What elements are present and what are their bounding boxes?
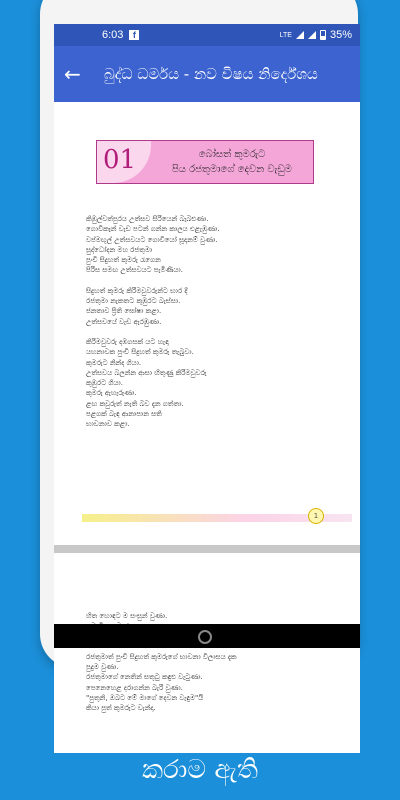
text-line: උත්සවයේ වැඩ ඇරඹුණා. bbox=[86, 317, 162, 326]
text-line: කියා පුත් කුමරුට වැන්දා. bbox=[86, 704, 156, 713]
text-line: ළඟ කවුරුත් නැති බව දැන ගත්තා. bbox=[86, 399, 184, 408]
text-line: පෙනෙහෙළ දරාගන්න බැරි වුණා. bbox=[86, 683, 183, 692]
chapter-heading bbox=[96, 140, 314, 184]
text-line: කුඹුරට ගියා. bbox=[86, 379, 123, 388]
paragraph bbox=[86, 214, 338, 276]
battery-level: 35% bbox=[329, 29, 352, 41]
text-line: ගොවිකෑන් වැඩ පටන් ගන්න කාලය එළැඹුණා. bbox=[86, 225, 220, 234]
facebook-notification-icon: f bbox=[129, 30, 139, 40]
chapter-title-line-1: බෝසත් කුමරුට bbox=[198, 149, 266, 160]
paragraph bbox=[86, 337, 338, 430]
device-screen bbox=[54, 24, 360, 713]
system-nav-bar bbox=[54, 624, 360, 648]
signal-icon-2 bbox=[308, 31, 316, 39]
paragraph bbox=[86, 286, 338, 327]
promo-caption-line-1: එක පාරක් ඩවුන්ලෝඩ් bbox=[78, 719, 322, 749]
text-line: යහනාවක පුංචි සිදුහත් කුමරු තැබුවා. bbox=[86, 348, 194, 357]
page-title: බුද්ධ ධර්මය - නව විෂය නිර්දේශය bbox=[104, 65, 318, 83]
text-line: කුමරුට නින්ද ගියා. bbox=[86, 358, 142, 367]
status-bar bbox=[54, 24, 360, 46]
text-line: හිත හොඳට ම සංසුන් වුණා. bbox=[86, 612, 168, 620]
text-line: කිරිමවුවරු දඹගසක් යට හැඳා bbox=[86, 337, 169, 346]
page-divider bbox=[54, 545, 360, 553]
status-time: 6:03 bbox=[102, 29, 124, 41]
text-line: උත්සවය බලන්න ආසා හිතුණු කිරිමවුවරු bbox=[86, 368, 207, 377]
page-number-badge: 1 bbox=[308, 508, 324, 524]
text-line: ජනතාව ප්‍රීති ඝෝෂා කළා. bbox=[86, 307, 162, 316]
text-line: සිදුහත් කුමරු කිරිමවුවරුන්ට භාර දී bbox=[86, 286, 188, 295]
promo-caption-line-2: කරාම ඇති bbox=[141, 755, 258, 785]
arrow-left-icon[interactable]: ← bbox=[64, 62, 81, 86]
text-line: "පුතුනි, ඔබට මේ මාගේ දෙවන වැඳුම"යි bbox=[86, 694, 204, 703]
battery-icon bbox=[320, 30, 326, 40]
text-line: කුමරු ඇහැරුණා. bbox=[86, 389, 137, 398]
network-type: LTE bbox=[279, 31, 292, 39]
text-line: රජතුමාත් පුංචි සිදුහත් කුමරුගේ භාවනා විලාසය දැක bbox=[86, 652, 237, 661]
text-line: සුද්ධෝදන මහ රජතුමා bbox=[86, 245, 153, 254]
paragraph bbox=[86, 652, 338, 714]
text-line: පුදුම වුණා. bbox=[86, 663, 119, 672]
text-line: භාවනාව කළා. bbox=[86, 420, 130, 429]
chapter-title bbox=[157, 147, 307, 177]
text-line: කිඹුල්වත්පුරය උත්සව සිරියෙන් බැබළුණා. bbox=[86, 215, 209, 223]
text-line: පිරිස සමඟ උත්සවයට පැමිණියා. bbox=[86, 266, 183, 275]
home-button-icon[interactable] bbox=[198, 630, 212, 644]
signal-icon bbox=[296, 31, 304, 39]
page-1-body bbox=[86, 214, 338, 440]
chapter-number: 01 bbox=[97, 141, 151, 183]
text-line: පළගක් බැඳ ආනාපාන සති bbox=[86, 410, 162, 419]
promo-caption bbox=[0, 716, 400, 788]
text-line: රජතුමා නැකතට කුඹුරට බැස්සා. bbox=[86, 297, 181, 306]
document-viewer[interactable] bbox=[54, 102, 360, 713]
document-page-1 bbox=[54, 102, 360, 520]
app-bar bbox=[54, 46, 360, 102]
text-line: රජතුමාගේ නෙතින් සතුටු කඳුළු වැටුණා. bbox=[86, 673, 203, 682]
text-line: වප්මඟුල් උත්සවයට ගොවියෝ සූදානම් වුණා. bbox=[86, 235, 218, 244]
text-line: පුංචි සිදුහත් කුමරු රැගෙන bbox=[86, 256, 161, 265]
chapter-title-line-2: පිය රජතුමාගේ දෙවන වැඩුම bbox=[171, 164, 292, 175]
